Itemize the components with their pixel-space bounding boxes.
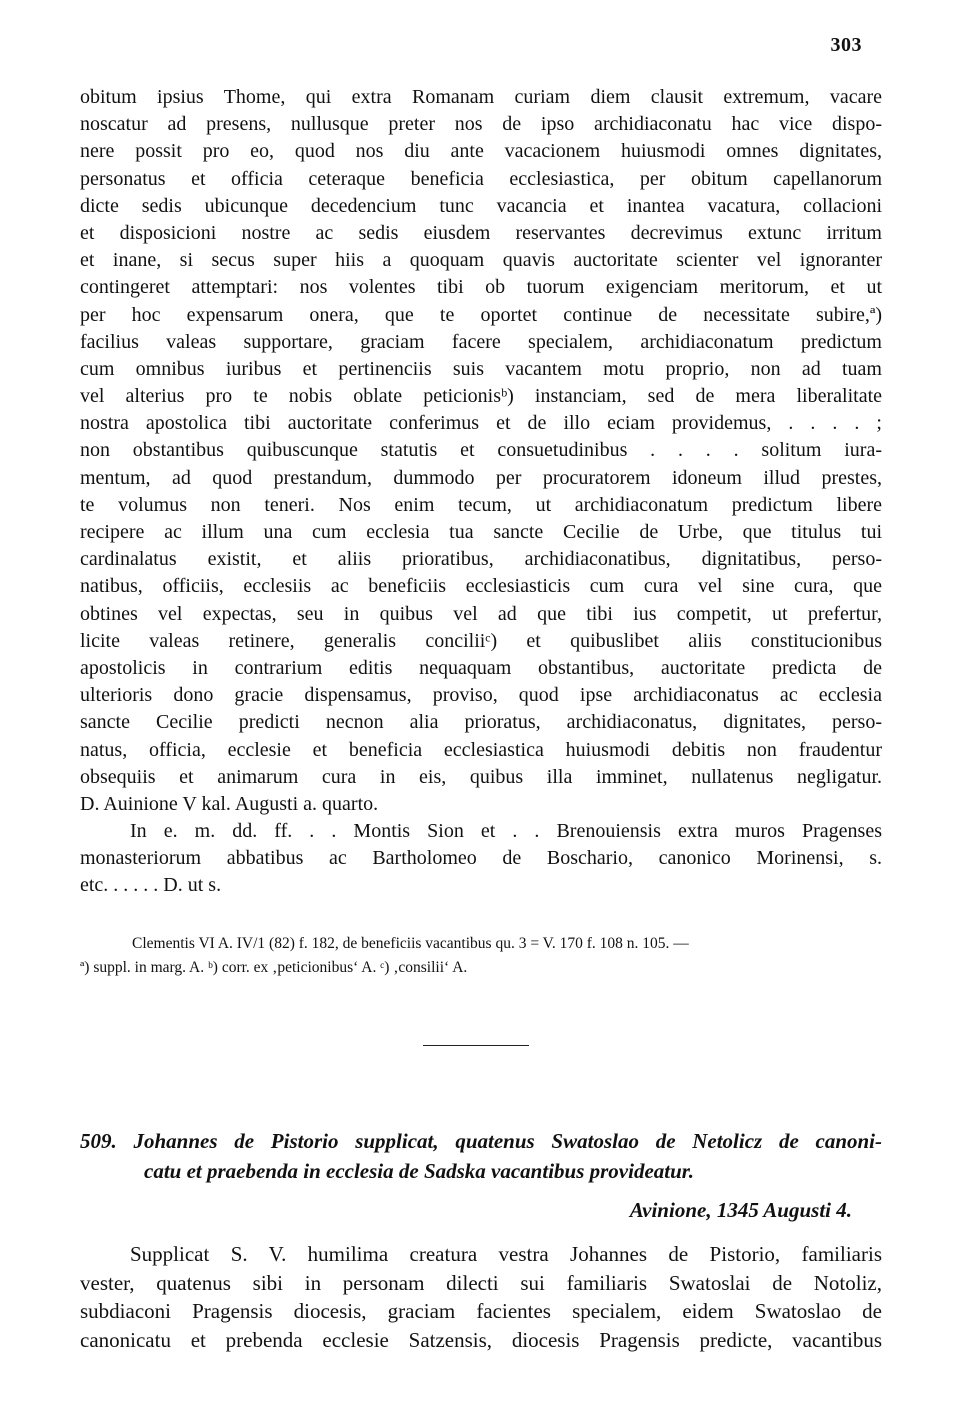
document-title-line [80, 1126, 882, 1156]
document-title-line: catu et praebenda in ecclesia de Sadska vacantibus provideatur. [144, 1159, 695, 1183]
document-body [80, 1240, 882, 1354]
text-line: facilius valeas supportare, graciam facere specialem, archidiaconatum predictum [80, 330, 882, 353]
text-line: etc. . . . . . D. ut s. [80, 874, 222, 897]
text-line: In e. m. dd. ff. . . Montis Sion et . . Brenouiensis extra muros Pragenses [130, 820, 882, 843]
text-line: contingeret attemptari: nos volentes tibi ob tuorum exigenciam meritorum, et ut [80, 276, 882, 299]
text-line: obsequiis et animarum cura in eis, quibus illa imminet, nullatenus negligatur. [80, 765, 882, 788]
text-line: per hoc expensarum onera, que te oportet continue de necessitate subire,ª) [80, 303, 882, 326]
text-line: et disposicioni nostre ac sedis eiusdem reservantes decrevimus extunc irritum [80, 221, 882, 244]
text-line: sancte Cecilie predicti necnon alia prioratus, archidiaconatus, dignitates, perso- [80, 711, 882, 734]
document-dateline: Avinione, 1345 Augusti 4. [629, 1198, 852, 1222]
text-line: natibus, officiis, ecclesiis ac beneficiis ecclesiasticis cum cura vel sine cura, que [80, 575, 882, 598]
text-line: Supplicat S. V. humilima creatura vestra Johannes de Pistorio, familiaris [130, 1242, 882, 1266]
text-line: obitum ipsius Thome, qui extra Romanam curiam diem clausit extremum, vacare [80, 86, 882, 108]
text-line: noscatur ad presens, nullusque preter nos de ipso archidiaconatu hac vice dispo- [80, 113, 882, 136]
page-number: 303 [830, 34, 862, 56]
text-line: te volumus non teneri. Nos enim tecum, ut archidiaconatum predictum libere [80, 493, 882, 516]
text-line: nere possit pro eo, quod nos diu ante vacacionem huiusmodi omnes dignitates, [80, 140, 882, 163]
body-text [80, 84, 882, 900]
text-line: obtines vel expectas, seu in quibus vel ad que tibi ius competit, ut prefertur, [80, 602, 882, 625]
text-line: nostra apostolica tibi auctoritate conferimus et de illo eciam providemus, . . . . ; [80, 412, 882, 435]
date-clause: D. Auinione V kal. Augusti a. quarto. [80, 792, 379, 815]
document-heading [80, 1126, 882, 1186]
text-line: non obstantibus quibuscunque statutis et consuetudinibus . . . . solitum iura- [80, 439, 882, 462]
text-line: natus, officia, ecclesie et beneficia ecclesiastica huiusmodi debitis non fraudentur [80, 738, 882, 761]
document-title-text: Johannes de Pistorio supplicat, quatenus Swatoslao de Netolicz de canoni- [133, 1129, 883, 1153]
text-line: licite valeas retinere, generalis conciliiᶜ) et quibuslibet aliis constitucionibus [80, 629, 882, 652]
text-line: apostolicis in contrarium editis nequaquam obstantibus, auctoritate predicta de [80, 656, 882, 679]
text-line: recipere ac illum una cum ecclesia tua sancte Cecilie de Urbe, que titulus tui [80, 521, 882, 543]
footnotes [80, 932, 882, 980]
text-line: vel alterius pro te nobis oblate peticionisᵇ) instanciam, sed de mera liberalitate [80, 385, 882, 408]
section-divider [423, 1045, 529, 1046]
text-line: canonicatu et prebenda ecclesie Satzensis, diocesis Pragensis predicte, vacantibus [80, 1327, 882, 1352]
text-line: cardinalatus existit, et aliis prioratibus, archidiaconatibus, dignitatibus, perso- [80, 548, 882, 571]
footnote-source: Clementis VI A. IV/1 (82) f. 182, de beneficiis vacantibus qu. 3 = V. 170 f. 108 n. 105. — [132, 935, 689, 952]
text-line: ulterioris dono gracie dispensamus, proviso, quod ipse archidiaconatus ac ecclesia [80, 684, 882, 707]
document-number: 509. [80, 1129, 117, 1153]
text-line: vester, quatenus sibi in personam dilecti sui familiaris Swatoslai de Notoliz, [80, 1270, 882, 1295]
text-line: dicte sedis ubicunque decedencium tunc vacancia et inantea vacatura, collacioni [80, 194, 882, 217]
text-line: monasteriorum abbatibus ac Bartholomeo de Boschario, canonico Morinensi, s. [80, 847, 882, 870]
text-line: et inane, si secus super hiis a quoquam quavis auctoritate scienter vel ignoranter [80, 249, 882, 272]
text-line: cum omnibus iuribus et pertinenciis suis vacantem motu proprio, non ad tuam [80, 357, 882, 380]
text-line: personatus et officia ceteraque beneficia ecclesiastica, per obitum capellanorum [80, 167, 882, 190]
footnote-notes: ª) suppl. in marg. A. ᵇ) corr. ex ‚peticionibus‘ A. ᶜ) ‚consilii‘ A. [80, 959, 468, 976]
text-line: mentum, ad quod prestandum, dummodo per procuratorem idoneum illud prestes, [80, 466, 882, 489]
text-line: subdiaconi Pragensis diocesis, graciam facientes specialem, eidem Swatoslao de [80, 1299, 882, 1323]
